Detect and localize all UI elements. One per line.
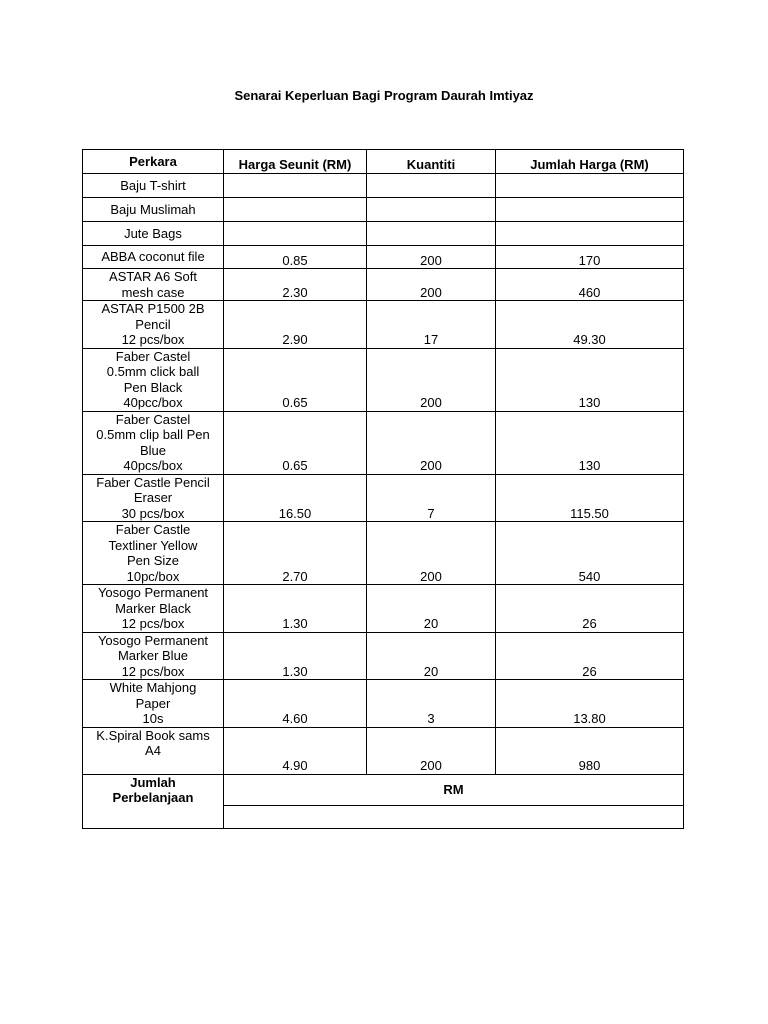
item-cell: White Mahjong Paper 10s [83,680,224,728]
table-row [83,680,684,728]
quantity-cell: 7 [367,474,496,522]
unit-price-cell: 0.65 [224,411,367,474]
total-label: Jumlah Perbelanjaan [83,774,224,828]
unit-price-cell: 2.90 [224,301,367,349]
table-row [83,585,684,633]
total-currency: RM [224,774,684,805]
table-row [83,301,684,349]
unit-price-cell: 1.30 [224,632,367,680]
table-header-row [83,150,684,174]
table-row [83,174,684,198]
total-row [83,774,684,805]
total-price-cell: 49.30 [496,301,684,349]
total-price-cell: 170 [496,246,684,269]
total-price-cell: 130 [496,411,684,474]
total-price-cell: 115.50 [496,474,684,522]
item-cell: K.Spiral Book sams A4 [83,727,224,774]
unit-price-cell [224,174,367,198]
table-row [83,222,684,246]
unit-price-cell: 2.70 [224,522,367,585]
total-price-cell: 540 [496,522,684,585]
item-cell: ASTAR A6 Soft mesh case [83,269,224,301]
requirements-table [82,149,684,829]
table-row [83,474,684,522]
item-cell: Baju Muslimah [83,198,224,222]
quantity-cell: 200 [367,246,496,269]
table-row [83,198,684,222]
unit-price-cell [224,198,367,222]
quantity-cell [367,174,496,198]
table-row [83,632,684,680]
header-quantity: Kuantiti [367,150,496,174]
total-price-cell: 26 [496,585,684,633]
unit-price-cell: 1.30 [224,585,367,633]
quantity-cell: 200 [367,411,496,474]
header-total-price: Jumlah Harga (RM) [496,150,684,174]
unit-price-cell: 2.30 [224,269,367,301]
unit-price-cell [224,222,367,246]
item-cell: Faber Castle Textliner Yellow Pen Size 10pc/box [83,522,224,585]
quantity-cell: 200 [367,522,496,585]
total-price-cell [496,198,684,222]
item-cell: Yosogo Permanent Marker Blue 12 pcs/box [83,632,224,680]
table-row [83,348,684,411]
quantity-cell [367,198,496,222]
item-cell: Faber Castel 0.5mm clip ball Pen Blue 40pcs/box [83,411,224,474]
unit-price-cell: 0.85 [224,246,367,269]
total-value [224,805,684,828]
total-price-cell: 980 [496,727,684,774]
table-row [83,522,684,585]
table-row [83,246,684,269]
item-cell: Jute Bags [83,222,224,246]
quantity-cell: 200 [367,348,496,411]
total-price-cell: 26 [496,632,684,680]
unit-price-cell: 4.90 [224,727,367,774]
quantity-cell: 20 [367,632,496,680]
quantity-cell: 200 [367,269,496,301]
total-price-cell [496,174,684,198]
table-row [83,411,684,474]
item-cell: Faber Castle Pencil Eraser 30 pcs/box [83,474,224,522]
document-title: Senarai Keperluan Bagi Program Daurah Imtiyaz [234,88,534,103]
item-cell: Faber Castel 0.5mm click ball Pen Black 40pcc/box [83,348,224,411]
item-cell: ASTAR P1500 2B Pencil 12 pcs/box [83,301,224,349]
unit-price-cell: 16.50 [224,474,367,522]
item-cell: Baju T-shirt [83,174,224,198]
quantity-cell: 20 [367,585,496,633]
total-price-cell: 460 [496,269,684,301]
table-row [83,727,684,774]
total-price-cell: 130 [496,348,684,411]
total-price-cell [496,222,684,246]
header-unit-price: Harga Seunit (RM) [224,150,367,174]
quantity-cell [367,222,496,246]
quantity-cell: 200 [367,727,496,774]
unit-price-cell: 4.60 [224,680,367,728]
total-price-cell: 13.80 [496,680,684,728]
unit-price-cell: 0.65 [224,348,367,411]
quantity-cell: 3 [367,680,496,728]
table-row [83,269,684,301]
item-cell: ABBA coconut file [83,246,224,269]
header-item: Perkara [83,150,224,174]
item-cell: Yosogo Permanent Marker Black 12 pcs/box [83,585,224,633]
quantity-cell: 17 [367,301,496,349]
